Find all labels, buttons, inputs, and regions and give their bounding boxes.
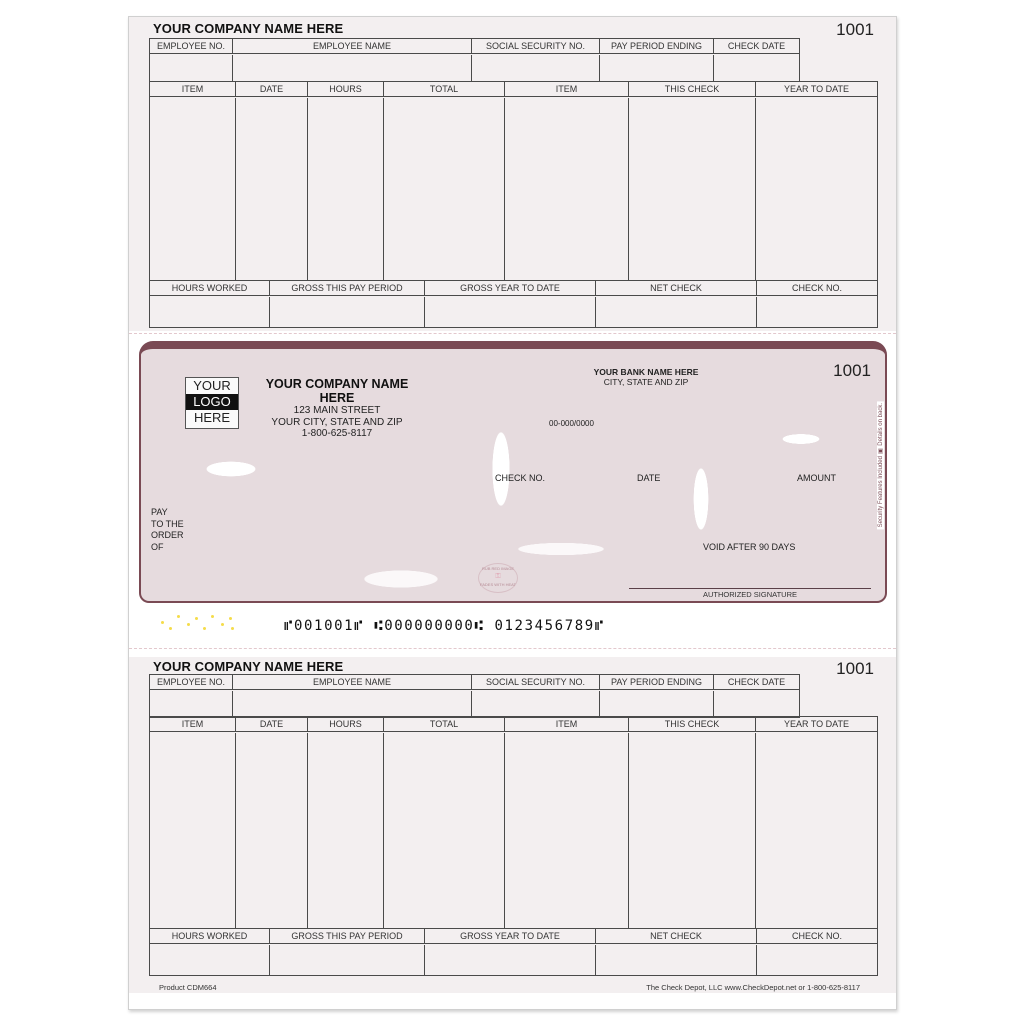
payer-phone: 1-800-625-8117 — [301, 428, 373, 439]
vendor-info: The Check Depot, LLC www.CheckDepot.net or 1-800-625-8117 — [646, 983, 860, 992]
seal-top-text: RUB RED IMAGE — [481, 566, 514, 571]
header-ssn: SOCIAL SECURITY NO. — [472, 675, 600, 690]
perforation-line-bottom — [129, 648, 896, 649]
bank-block — [571, 367, 721, 387]
bank-name: YOUR BANK NAME HERE — [593, 367, 699, 377]
header-employee-name: EMPLOYEE NAME — [233, 39, 472, 54]
bank-city: CITY, STATE AND ZIP — [603, 377, 689, 387]
pay-label-line1: PAY — [151, 507, 168, 517]
net-check-field — [596, 945, 757, 975]
micr-line: ⑈001001⑈ ⑆000000000⑆ 0123456789⑈ — [284, 618, 605, 634]
security-banner: THE FACE OF THIS DOCUMENT HAS A COLORED BACKGROUND ON WHITE PAPER — [375, 341, 651, 348]
header-item: ITEM — [150, 717, 236, 732]
this-check-column — [629, 733, 756, 928]
hours-column — [308, 98, 384, 280]
heat-sensitive-key-seal — [478, 563, 518, 593]
amount-label: AMOUNT — [797, 473, 836, 483]
pay-period-field — [600, 691, 714, 717]
stub-check-number: 1001 — [836, 20, 874, 39]
check-date-field — [714, 55, 799, 81]
employee-name-field — [233, 55, 472, 81]
header-this-check: THIS CHECK — [629, 82, 756, 97]
header-total: TOTAL — [384, 717, 505, 732]
gross-this-period-field — [270, 945, 425, 975]
check-date-field — [714, 691, 799, 717]
gross-this-period-field — [270, 297, 425, 327]
check-no-field — [757, 945, 877, 975]
header-check-no: CHECK NO. — [757, 281, 877, 296]
this-check-column — [629, 98, 756, 280]
header-employee-no: EMPLOYEE NO. — [150, 675, 233, 690]
ytd-column — [756, 733, 877, 928]
pay-label-line2: TO THE — [151, 518, 184, 529]
header-hours: HOURS — [308, 717, 384, 732]
employee-no-field — [150, 691, 233, 717]
header-this-check: THIS CHECK — [629, 717, 756, 732]
item-column — [150, 98, 236, 280]
logo-text-logo: LOGO — [186, 394, 238, 410]
check-face — [139, 341, 887, 603]
header-hours-worked: HOURS WORKED — [150, 929, 270, 944]
signature-line — [629, 588, 871, 589]
header-gross-this-period: GROSS THIS PAY PERIOD — [270, 281, 425, 296]
key-icon: ⚿ — [495, 573, 501, 580]
employee-no-field — [150, 55, 233, 81]
header-gross-ytd: GROSS YEAR TO DATE — [425, 281, 596, 296]
header-year-to-date: YEAR TO DATE — [756, 82, 877, 97]
ytd-column — [756, 98, 877, 280]
employee-info-table — [149, 38, 800, 82]
pay-label-line4: OF — [151, 541, 164, 552]
stub-check-number: 1001 — [836, 659, 874, 678]
security-features-note: Security Features Included ▣ Details on back. — [878, 403, 884, 528]
date-column — [236, 733, 308, 928]
stub-company-name: YOUR COMPANY NAME HERE — [153, 659, 344, 674]
item-column — [150, 733, 236, 928]
header-deduction-item: ITEM — [505, 82, 629, 97]
perforation-line — [129, 333, 896, 334]
security-dots — [159, 613, 239, 633]
bottom-pay-stub — [129, 657, 896, 993]
authorized-signature-label: AUTHORIZED SIGNATURE — [702, 590, 798, 599]
payroll-check-sheet — [128, 16, 897, 1010]
seal-bottom-text: FADES WITH HEAT — [480, 582, 516, 587]
gross-ytd-field — [425, 945, 596, 975]
payer-block — [247, 377, 427, 440]
header-check-no: CHECK NO. — [757, 929, 877, 944]
employee-info-table — [149, 674, 800, 718]
void-notice: VOID AFTER 90 DAYS — [703, 542, 796, 552]
payer-company-name: YOUR COMPANY NAME HERE — [265, 377, 409, 405]
summary-table — [149, 928, 878, 976]
header-check-date: CHECK DATE — [714, 39, 799, 54]
total-column — [384, 733, 505, 928]
pay-label-line3: ORDER — [151, 530, 184, 540]
product-code: Product CDM664 — [159, 983, 217, 992]
payer-address-line1: 123 MAIN STREET — [293, 405, 381, 416]
gross-ytd-field — [425, 297, 596, 327]
header-hours: HOURS — [308, 82, 384, 97]
header-item: ITEM — [150, 82, 236, 97]
header-gross-ytd: GROSS YEAR TO DATE — [425, 929, 596, 944]
check-no-field — [757, 297, 877, 327]
check-no-label: CHECK NO. — [495, 473, 546, 483]
stub-company-name: YOUR COMPANY NAME HERE — [153, 21, 344, 36]
deduction-item-column — [505, 98, 629, 280]
header-total: TOTAL — [384, 82, 505, 97]
net-check-field — [596, 297, 757, 327]
header-employee-name: EMPLOYEE NAME — [233, 675, 472, 690]
header-ssn: SOCIAL SECURITY NO. — [472, 39, 600, 54]
deduction-item-column — [505, 733, 629, 928]
header-net-check: NET CHECK — [596, 281, 757, 296]
pay-to-the-order-of-label — [151, 507, 184, 553]
header-deduction-item: ITEM — [505, 717, 629, 732]
header-employee-no: EMPLOYEE NO. — [150, 39, 233, 54]
earnings-table — [149, 81, 878, 281]
header-date: DATE — [236, 717, 308, 732]
pay-period-field — [600, 55, 714, 81]
check-number: 1001 — [833, 361, 871, 380]
header-net-check: NET CHECK — [596, 929, 757, 944]
header-pay-period-ending: PAY PERIOD ENDING — [600, 39, 714, 54]
ssn-field — [472, 691, 600, 717]
ssn-field — [472, 55, 600, 81]
payer-address-line2: YOUR CITY, STATE AND ZIP — [271, 416, 403, 428]
date-label: DATE — [637, 473, 661, 483]
header-check-date: CHECK DATE — [714, 675, 799, 690]
header-hours-worked: HOURS WORKED — [150, 281, 270, 296]
header-pay-period-ending: PAY PERIOD ENDING — [600, 675, 714, 690]
hours-worked-field — [150, 945, 270, 975]
logo-placeholder — [185, 377, 239, 429]
header-gross-this-period: GROSS THIS PAY PERIOD — [270, 929, 425, 944]
employee-name-field — [233, 691, 472, 717]
total-column — [384, 98, 505, 280]
summary-table — [149, 280, 878, 328]
logo-text-your: YOUR — [193, 378, 231, 393]
top-pay-stub — [129, 17, 896, 331]
fraction-code: 00-000/0000 — [549, 419, 594, 428]
header-year-to-date: YEAR TO DATE — [756, 717, 877, 732]
logo-text-here: HERE — [193, 410, 231, 425]
earnings-table — [149, 716, 878, 929]
hours-column — [308, 733, 384, 928]
header-date: DATE — [236, 82, 308, 97]
hours-worked-field — [150, 297, 270, 327]
date-column — [236, 98, 308, 280]
